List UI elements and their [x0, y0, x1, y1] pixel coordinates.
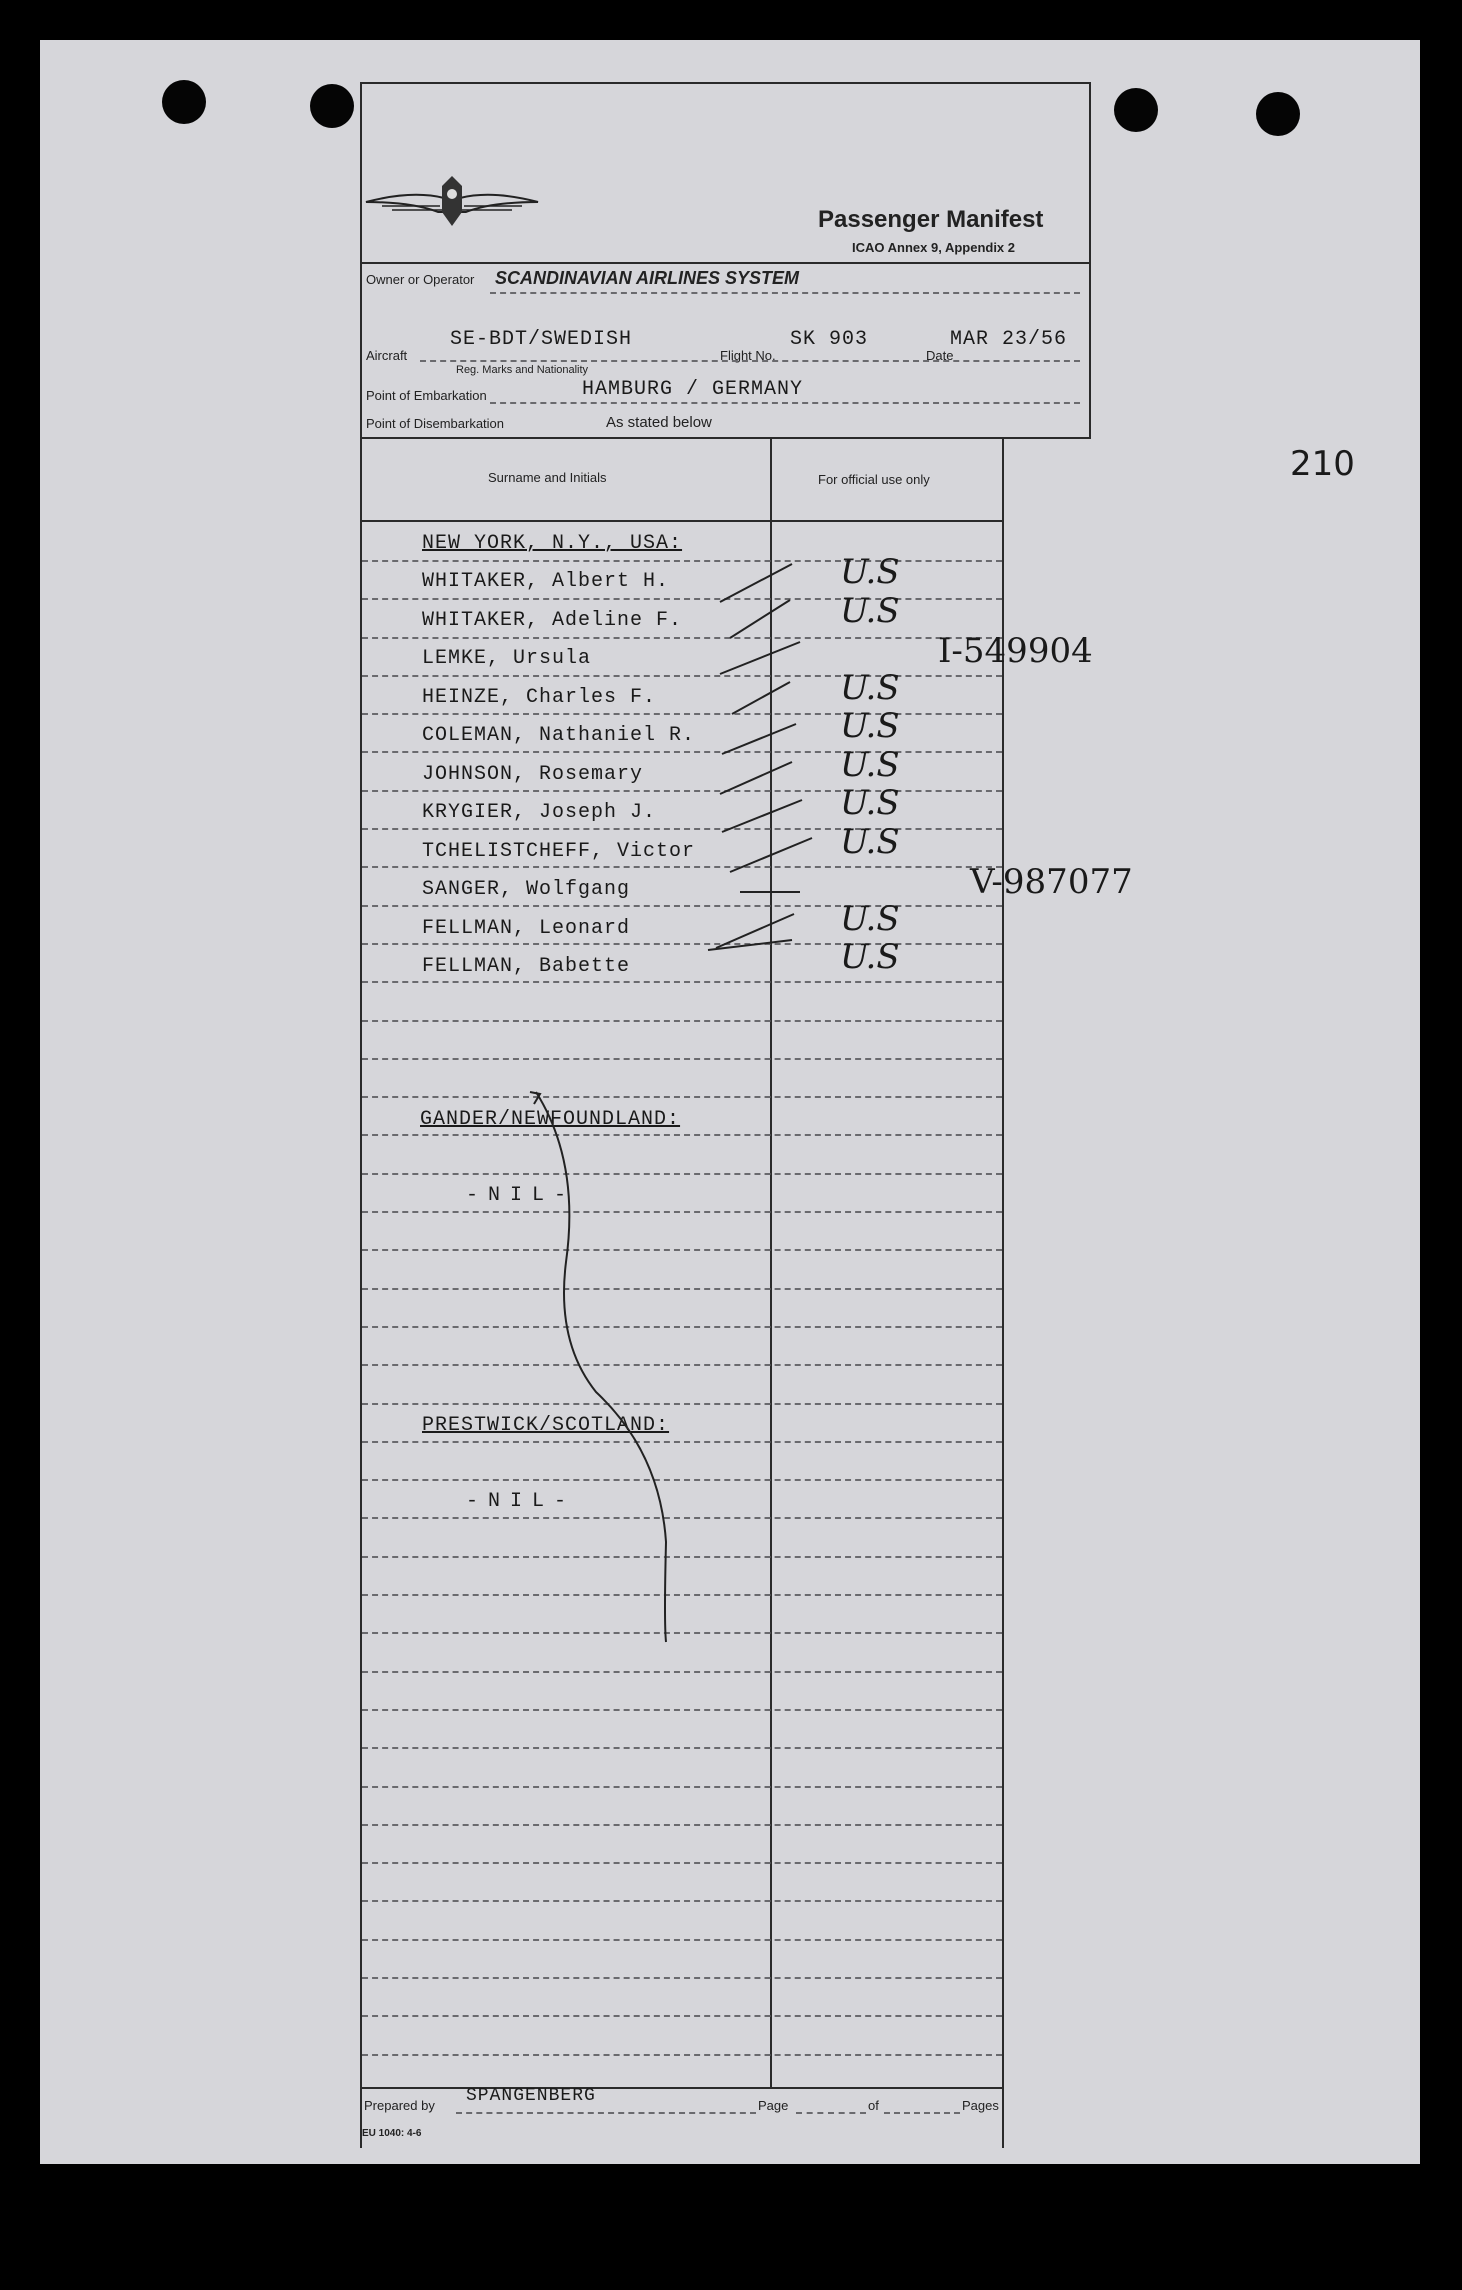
pages-label: Pages [962, 2098, 999, 2113]
passenger-name: COLEMAN, Nathaniel R. [422, 724, 696, 747]
passenger-name: KRYGIER, Joseph J. [422, 801, 657, 824]
manifest-subtitle: ICAO Annex 9, Appendix 2 [852, 240, 1016, 255]
official-mark: U.S [840, 668, 900, 708]
passenger-name: FELLMAN, Babette [422, 955, 631, 978]
flight-label: Flight No. [720, 348, 776, 363]
page-number: 210 [1290, 444, 1355, 484]
punch-hole [1114, 88, 1158, 132]
punch-hole [162, 80, 206, 124]
official-mark: V-987077 [970, 862, 1133, 902]
flight-value: SK 903 [790, 328, 869, 351]
of-label: of [868, 2098, 879, 2113]
official-mark: U.S [840, 899, 900, 939]
passenger-name: JOHNSON, Rosemary [422, 763, 644, 786]
aircraft-label: Aircraft [366, 348, 408, 363]
passenger-name: WHITAKER, Adeline F. [422, 609, 683, 632]
official-mark: U.S [840, 783, 900, 823]
column-header-official: For official use only [818, 472, 930, 487]
embark-value: HAMBURG / GERMANY [582, 378, 804, 401]
passenger-name: TCHELISTCHEFF, Victor [422, 840, 696, 863]
owner-label: Owner or Operator [366, 272, 475, 287]
reg-label: Reg. Marks and Nationality [456, 364, 589, 376]
prepared-value: SPANGENBERG [466, 2086, 596, 2106]
prepared-label: Prepared by [364, 2098, 435, 2113]
owner-value: SCANDINAVIAN AIRLINES SYSTEM [495, 268, 800, 288]
section-heading-new-york: NEW YORK, N.Y., USA: [422, 532, 683, 555]
official-mark: U.S [840, 937, 900, 977]
handwritten-annotations [360, 82, 1091, 2148]
date-value: MAR 23/56 [950, 328, 1068, 351]
punch-hole [310, 84, 354, 128]
official-mark: U.S [840, 822, 900, 862]
disembark-value: As stated below [606, 414, 712, 431]
passenger-name: SANGER, Wolfgang [422, 878, 631, 901]
passenger-name: LEMKE, Ursula [422, 647, 592, 670]
date-label: Date [926, 348, 954, 363]
section-heading-prestwick: PRESTWICK/SCOTLAND: [422, 1414, 670, 1437]
page-label: Page [758, 2098, 789, 2113]
nil-gander: -NIL- [466, 1184, 577, 1207]
official-mark: U.S [840, 706, 900, 746]
form-code: EU 1040: 4-6 [362, 2128, 422, 2139]
manifest-form [360, 82, 1133, 2148]
passenger-name: FELLMAN, Leonard [422, 917, 631, 940]
official-mark: U.S [840, 552, 900, 592]
manifest-title: Passenger Manifest [818, 206, 1044, 233]
disembark-label: Point of Disembarkation [366, 416, 505, 431]
passenger-name: HEINZE, Charles F. [422, 686, 657, 709]
aircraft-value: SE-BDT/SWEDISH [450, 328, 633, 351]
passenger-name: WHITAKER, Albert H. [422, 570, 670, 593]
section-heading-gander: GANDER/NEWFOUNDLAND: [420, 1108, 681, 1131]
embark-label: Point of Embarkation [366, 388, 487, 403]
punch-hole [1256, 92, 1300, 136]
nil-prestwick: -NIL- [466, 1490, 577, 1513]
column-header-name: Surname and Initials [488, 470, 607, 485]
official-mark: U.S [840, 591, 900, 631]
official-mark: U.S [840, 745, 900, 785]
official-mark: I-549904 [938, 631, 1093, 671]
